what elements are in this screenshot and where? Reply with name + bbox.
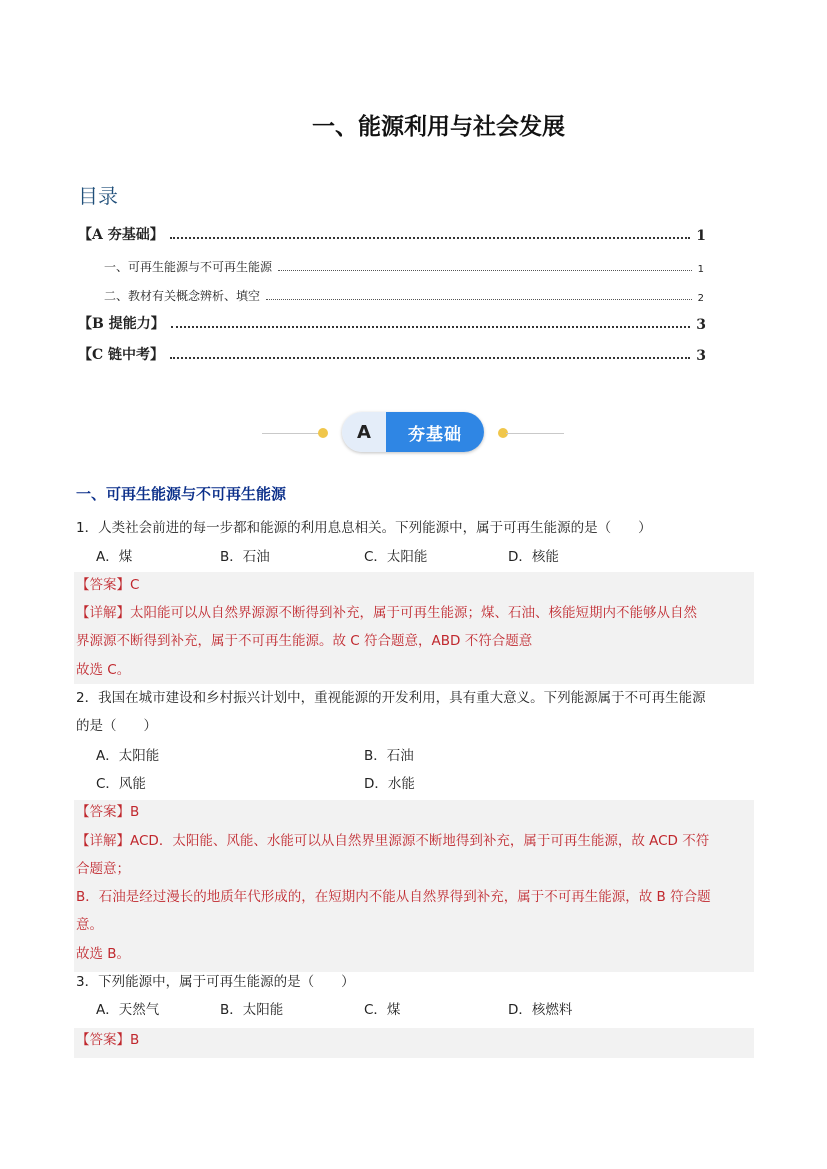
section-banner [262, 412, 564, 454]
option-c[interactable]: C．风能 [96, 776, 146, 792]
banner-left-dot [318, 428, 328, 438]
toc-leader-dots [278, 270, 692, 271]
toc-page-number: 3 [696, 348, 706, 364]
detail-2-line-5: 故选 B。 [76, 946, 131, 962]
option-d[interactable]: D．核能 [508, 549, 559, 565]
detail-2-line-3: B．石油是经过漫长的地质年代形成的，在短期内不能从自然界得到补充，属于不可再生能源，故 B 符合题 [76, 889, 711, 905]
option-c[interactable]: C．太阳能 [364, 549, 428, 565]
detail-2-line-2: 合题意； [76, 861, 130, 877]
option-d[interactable]: D．核燃料 [508, 1002, 573, 1018]
banner-text: 夯基础 [386, 412, 484, 452]
question-2-options-row-1 [96, 742, 756, 770]
detail-1-line-2: 界源源不断得到补充，属于不可再生能源。故 C 符合题意，ABD 不符合题意 [76, 633, 533, 649]
toc-page-number: 3 [696, 317, 706, 333]
toc-page-number: 1 [696, 228, 706, 244]
toc-entry-a[interactable] [78, 222, 706, 244]
question-3-options [96, 996, 756, 1024]
toc-leader-dots [171, 326, 691, 328]
option-b[interactable]: B．石油 [220, 549, 270, 565]
answer-1: 【答案】C [76, 577, 140, 593]
toc-leader-dots [170, 357, 690, 359]
option-c[interactable]: C．煤 [364, 1002, 401, 1018]
toc-entry-b[interactable] [78, 311, 706, 333]
detail-1-line-3: 故选 C。 [76, 662, 131, 678]
question-2-stem-line-1: 2．我国在城市建设和乡村振兴计划中，重视能源的开发利用，具有重大意义。下列能源属于不可再生能源 [76, 690, 706, 706]
toc-entry-label: 【C 链中考】 [78, 347, 165, 363]
question-1-options [96, 543, 756, 571]
banner-right-line [506, 433, 564, 434]
toc-entry-label: 【B 提能力】 [78, 316, 165, 332]
question-2-stem-line-2: 的是（ ） [76, 718, 157, 734]
option-a[interactable]: A．太阳能 [96, 748, 160, 764]
toc-entry-sub1[interactable] [104, 253, 704, 275]
detail-2-line-1: 【详解】ACD．太阳能、风能、水能可以从自然界里源源不断地得到补充，属于可再生能源，故 ACD 不符 [76, 833, 710, 849]
option-a[interactable]: A．天然气 [96, 1002, 160, 1018]
question-1-stem: 1．人类社会前进的每一步都和能源的利用息息相关。下列能源中，属于可再生能源的是（ ） [76, 520, 652, 536]
option-d[interactable]: D．水能 [364, 776, 415, 792]
answer-3: 【答案】B [76, 1032, 140, 1048]
option-b[interactable]: B．石油 [364, 748, 414, 764]
option-a[interactable]: A．煤 [96, 549, 133, 565]
toc-entry-sub2[interactable] [104, 282, 704, 304]
page-title: 一、能源利用与社会发展 [312, 114, 565, 140]
question-2-options-row-2 [96, 770, 756, 798]
option-b[interactable]: B．太阳能 [220, 1002, 284, 1018]
answer-2: 【答案】B [76, 804, 140, 820]
toc-page-number: 2 [697, 293, 704, 304]
toc-entry-label: 二、教材有关概念辨析、填空 [104, 289, 261, 303]
banner-left-line [262, 433, 320, 434]
toc-page-number: 1 [697, 264, 704, 275]
toc-leader-dots [266, 299, 692, 300]
toc-entry-label: 一、可再生能源与不可再生能源 [104, 260, 273, 274]
toc-leader-dots [170, 237, 691, 239]
toc-heading: 目录 [78, 184, 118, 208]
toc-entry-label: 【A 夯基础】 [78, 227, 164, 243]
section-heading: 一、可再生能源与不可再生能源 [76, 485, 287, 503]
banner-pill [342, 412, 484, 452]
banner-letter: A [342, 412, 386, 452]
detail-1-line-1: 【详解】太阳能可以从自然界源源不断得到补充，属于可再生能源；煤、石油、核能短期内不能够从自然 [76, 605, 697, 621]
question-3-stem: 3．下列能源中，属于可再生能源的是（ ） [76, 974, 355, 990]
detail-2-line-4: 意。 [76, 917, 103, 933]
toc-entry-c[interactable] [78, 342, 706, 364]
